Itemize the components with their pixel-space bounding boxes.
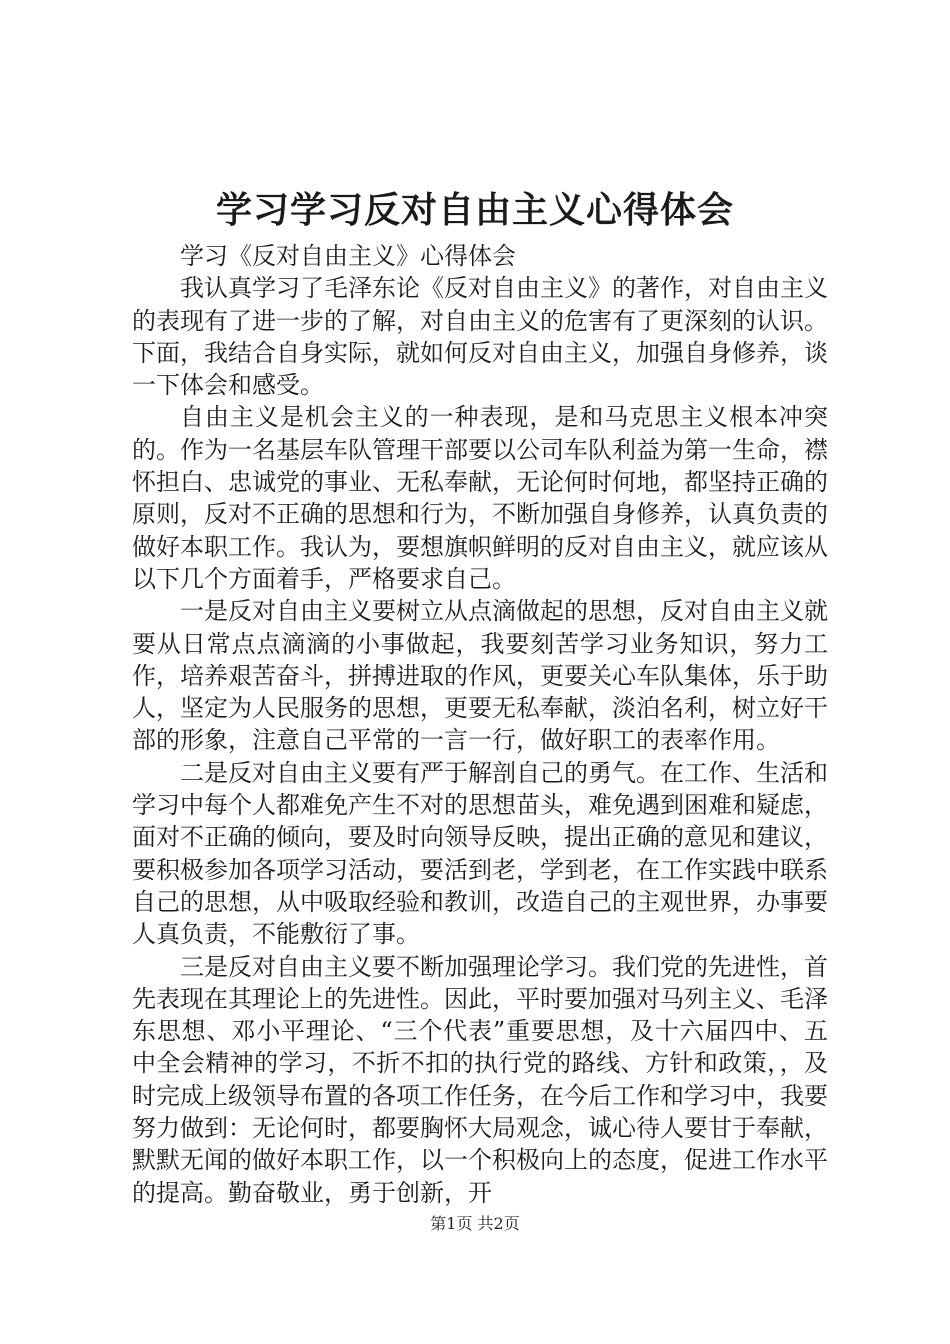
document-title: 学习学习反对自由主义心得体会 [215, 189, 734, 231]
paragraph-3: 一是反对自由主义要树立从点滴做起的思想，反对自由主义就要从日常点点滴滴的小事做起，我要刻苦学习业务知识，努力工作，培养艰苦奋斗，拼搏进取的作风，更要关心车队集体，乐于助人，坚定为人民服务的思想，更要无私奉献，淡泊名利，树立好干部的形象，注意自己平常的一言一行，做好职工的表率作用。 [132, 597, 828, 755]
paragraph-1: 我认真学习了毛泽东论《反对自由主义》的著作，对自由主义的表现有了进一步的了解，对自由主义的危害有了更深刻的认识。下面，我结合自身实际，就如何反对自由主义，加强自身修养，谈一下体会和感受。 [132, 274, 828, 400]
paragraph-5: 三是反对自由主义要不断加强理论学习。我们党的先进性，首先表现在其理论上的先进性。因此，平时要加强对马列主义、毛泽东思想、邓小平理论、“三个代表”重要思想，及十六届四中、五中全会精神的学习，不折不扣的执行党的路线、方针和政策，，及时完成上级领导布置的各项工作任务，在今后工作和学习中，我要努力做到：无论何时，都要胸怀大局观念，诚心待人要甘于奉献，默默无闻的做好本职工作，以一个积极向上的态度，促进工作水平的提高。勤奋敬业，勇于创新，开 [132, 952, 828, 1207]
page-footer: 第1页 共2页 [430, 1214, 520, 1233]
paragraph-2: 自由主义是机会主义的一种表现，是和马克思主义根本冲突的。作为一名基层车队管理干部要以公司车队利益为第一生命，襟怀担白、忠诚党的事业、无私奉献，无论何时何地，都坚持正确的原则，反对不正确的思想和行为，不断加强自身修养，认真负责的做好本职工作。我认为，要想旗帜鲜明的反对自由主义，就应该从以下几个方面着手，严格要求自己。 [132, 403, 828, 593]
paragraph-4: 二是反对自由主义要有严于解剖自己的勇气。在工作、生活和学习中每个人都难免产生不对的思想苗头，难免遇到困难和疑虑，面对不正确的倾向，要及时向领导反映，提出正确的意见和建议，要积极参加各项学习活动，要活到老，学到老，在工作实践中联系自己的思想，从中吸取经验和教训，改造自己的主观世界，办事要人真负责，不能敷衍了事。 [132, 758, 828, 949]
document-body [132, 240, 828, 1209]
document-subtitle: 学习《反对自由主义》心得体会 [180, 242, 516, 270]
